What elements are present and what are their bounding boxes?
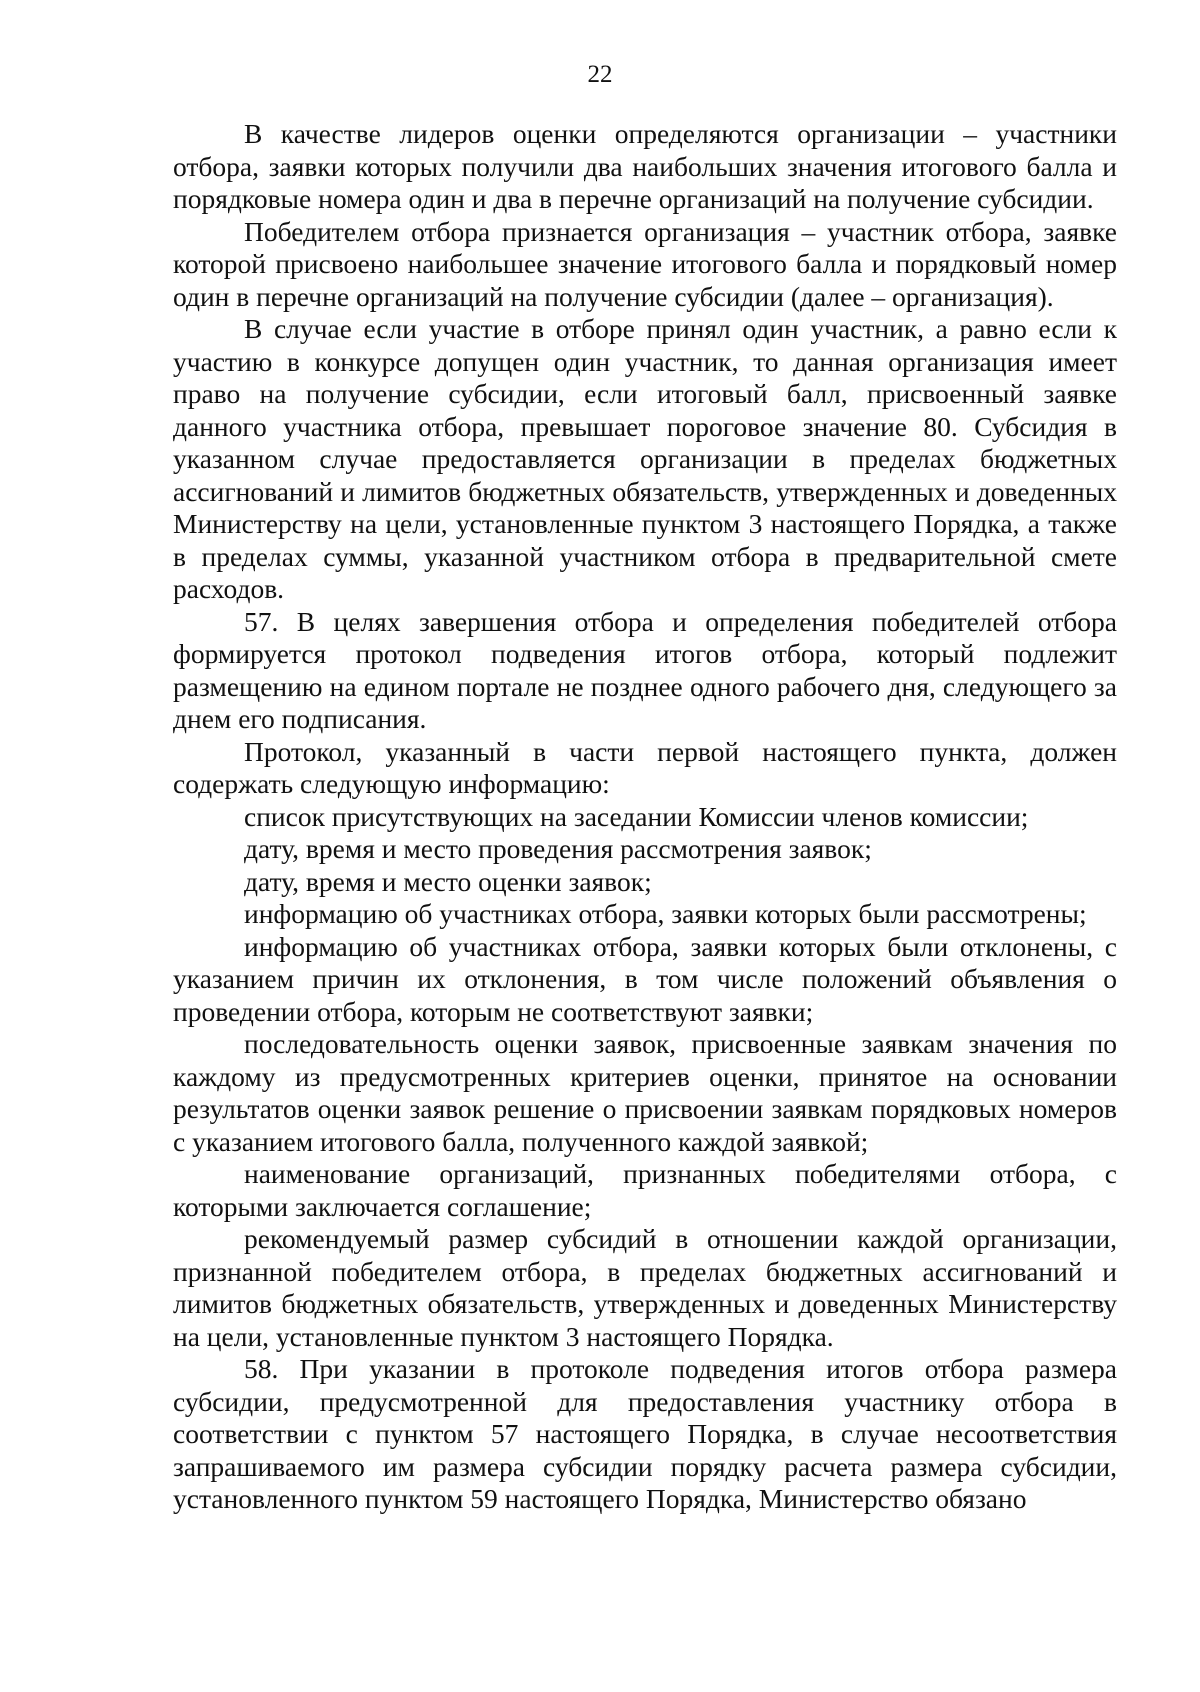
paragraph-protocol-contents: Протокол, указанный в части первой настоящего пункта, должен содержать следующую информацию:: [173, 735, 1117, 799]
document-body: [173, 118, 1117, 1516]
paragraph-clause-57: 57. В целях завершения отбора и определения победителей отбора формируется протокол подведения итогов отбора, который подлежит размещению на едином портале не позднее одного рабочего дня, следующего за днем его подписания.: [173, 605, 1117, 734]
paragraph-winner-of-selection: Победителем отбора признается организация – участник отбора, заявке которой присвоено наибольшее значение итогового балла и порядковый номер один в перечне организаций на получение субсидии (далее – организация).: [173, 215, 1117, 312]
paragraph-clause-58: 58. При указании в протоколе подведения итогов отбора размера субсидии, предусмотренной для предоставления участнику отбора в соответствии с пунктом 57 настоящего Порядка, в случае несоответствия запрашиваемого им размера субсидии порядку расчета размера субсидии, установленного пунктом 59 настоящего Порядка, Министерство обязано: [173, 1353, 1117, 1514]
page-number: 22: [587, 61, 613, 88]
paragraph-single-participant: В случае если участие в отборе принял один участник, а равно если к участию в конкурсе допущен один участник, то данная организация имеет право на получение субсидии, если итоговый балл, присвоенный заявке данного участника отбора, превышает пороговое значение 80. Субсидия в указанном случае предоставляется организации в пределах бюджетных ассигнований и лимитов бюджетных обязательств, утвержденных и доведенных Министерству на цели, установленные пунктом 3 настоящего Порядка, а также в пределах суммы, указанной участником отбора в предварительной смете расходов.: [173, 313, 1117, 604]
list-item-winner-names: наименование организаций, признанных победителями отбора, с которыми заключается соглашение;: [173, 1158, 1117, 1222]
list-item-reviewed-participants: информацию об участниках отбора, заявки которых были рассмотрены;: [244, 898, 1087, 929]
list-item-review-date-place: дату, время и место проведения рассмотрения заявок;: [244, 833, 872, 864]
list-item-rejected-participants: информацию об участниках отбора, заявки которых были отклонены, с указанием причин их отклонения, в том числе положений объявления о проведении отбора, которым не соответствуют заявки;: [173, 930, 1117, 1027]
list-item-evaluation-date-place: дату, время и место оценки заявок;: [244, 865, 652, 897]
list-item-recommended-subsidy: рекомендуемый размер субсидий в отношении каждой организации, признанной победителем отбора, в пределах бюджетных ассигнований и лимитов бюджетных обязательств, утвержденных и доведенных Министерству на цели, установленные пунктом 3 настоящего Порядка.: [173, 1223, 1117, 1352]
paragraph-leaders-of-evaluation: В качестве лидеров оценки определяются организации – участники отбора, заявки которых получили два наибольших значения итогового балла и порядковые номера один и два в перечне организаций на получение субсидии.: [173, 118, 1117, 214]
list-item-attendees: список присутствующих на заседании Комиссии членов комиссии;: [244, 800, 1029, 832]
list-item-evaluation-sequence: последовательность оценки заявок, присвоенные заявкам значения по каждому из предусмотренных критериев оценки, принятое на основании результатов оценки заявок решение о присвоении заявкам порядковых номеров с указанием итогового балла, полученного каждой заявкой;: [173, 1028, 1117, 1157]
